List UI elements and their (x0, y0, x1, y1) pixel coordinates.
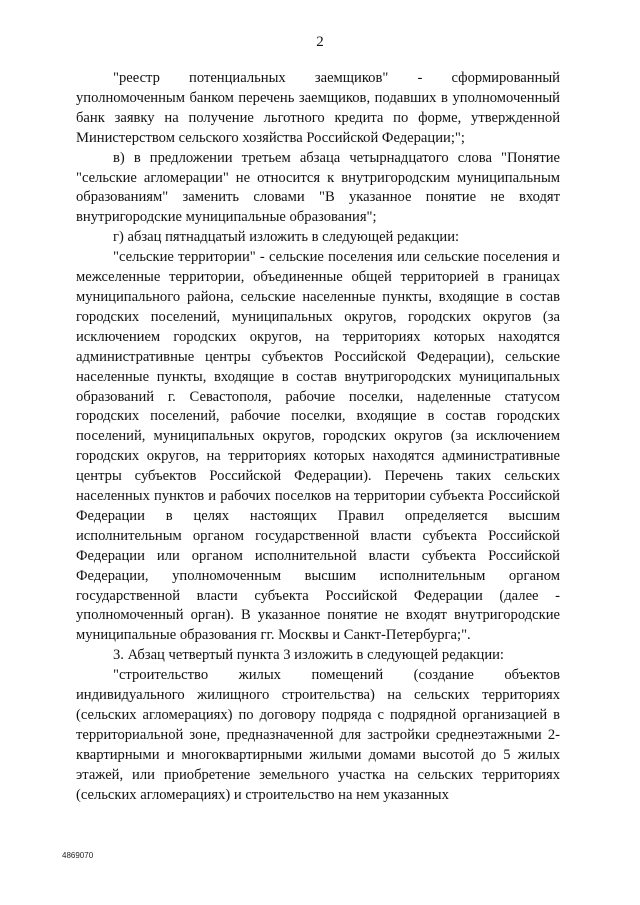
document-body (76, 69, 560, 806)
paragraph-item-v: в) в предложении третьем абзаца четырнадцатого слова "Понятие "сельские агломерации" не относится к внутригородским муниципальным образованиям" заменить словами "В указанное понятие не входят внутригородские муниципальные образования"; (76, 149, 560, 226)
paragraph-item-g: г) абзац пятнадцатый изложить в следующей редакции: (113, 229, 460, 246)
paragraph-point-3: 3. Абзац четвертый пункта 3 изложить в следующей редакции: (113, 647, 504, 664)
document-code: 4869070 (62, 851, 94, 860)
paragraph-construction-definition: "строительство жилых помещений (создание объектов индивидуального жилищного строительства) на сельских территориях (сельских агломерациях) по договору подряда с подрядной организацией в территориальной зоне, предназначенной для застройки среднеэтажными 2-квартирными и многоквартирными жилыми домами высотой до 5 жилых этажей, или приобретение земельного участка на сельских территориях (сельских агломерациях) и строительство на нем указанных (76, 667, 560, 803)
page-number: 2 (316, 34, 324, 50)
paragraph-registry-definition: "реестр потенциальных заемщиков" - сформированный уполномоченным банком перечень заемщиков, подавших в уполномоченный банк заявку на получение льготного кредита по форме, утвержденной Министерством сельского хозяйства Российской Федерации;"; (76, 70, 560, 146)
paragraph-rural-territories-definition: "сельские территории" - сельские поселения или сельские поселения и межселенные территории, объединенные общей территорией в границах муниципального района, сельские населенные пункты, входящие в состав городских поселений, муниципальных округов, городских округов (за исключением городских округов, на территориях которых находятся административные центры субъектов Российской Федерации), сельские населенные пункты, входящие в состав внутригородских муниципальных образований г. Севастополя, рабочие поселки, наделенные статусом городских поселений, рабочие поселки, входящие в состав городских поселений, муниципальных округов, городских округов (за исключением городских округов, на территориях которых находятся административные центры субъектов Российской Федерации). Перечень таких сельских населенных пунктов и рабочих поселков на территории субъекта Российской Федерации в целях настоящих Правил определяется высшим исполнительным органом государственной власти субъекта Российской Федерации или органом исполнительной власти субъекта Российской Федерации, уполномоченным высшим исполнительным органом государственной власти субъекта Российской Федерации (далее - уполномоченный орган). В указанное понятие не входят внутригородские муниципальные образования гг. Москвы и Санкт-Петербурга;". (76, 249, 560, 644)
